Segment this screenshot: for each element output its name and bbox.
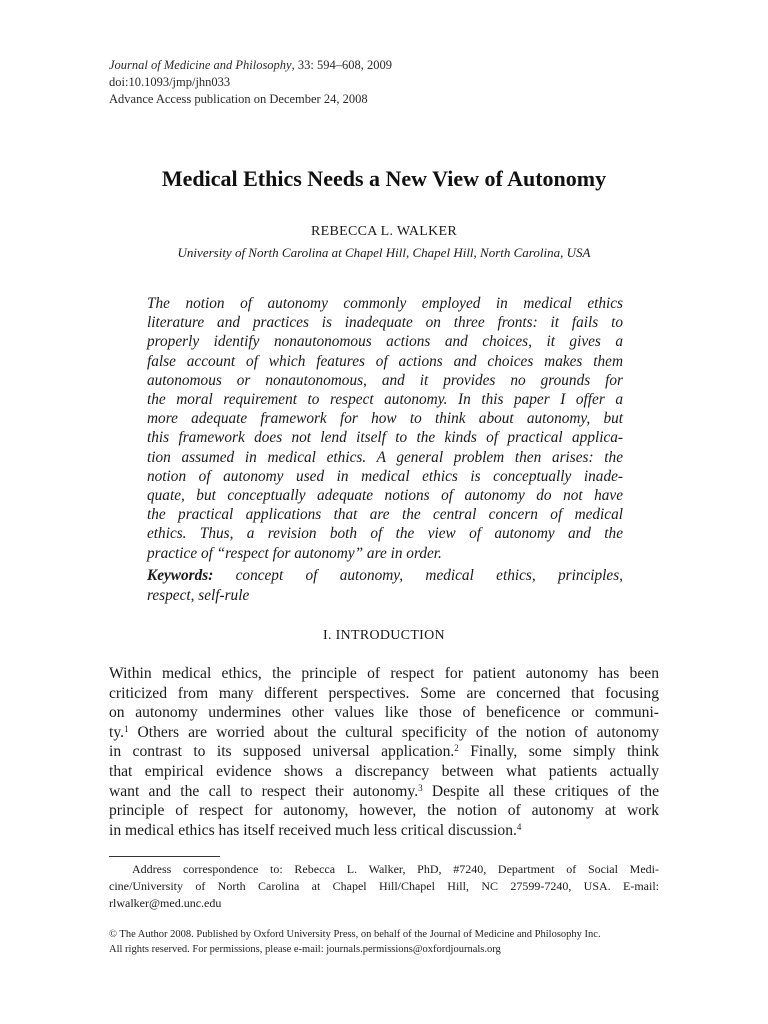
advance-access-line: Advance Access publication on December 24, 2008	[109, 92, 368, 106]
footnote-marker[interactable]: 3	[418, 782, 423, 793]
abstract-line: notion of autonomy used in medical ethics is conceptually inade-	[147, 467, 623, 485]
body-line	[109, 723, 659, 743]
abstract	[147, 294, 623, 563]
footnote-line: cine/University of North Carolina at Chapel Hill/Chapel Hill, NC 27599-7240, USA. E-mail:	[109, 879, 659, 893]
footnote-marker[interactable]: 4	[516, 821, 522, 832]
body-text-segment: Despite all these critiques of the	[422, 782, 659, 800]
doi-line: doi:10.1093/jmp/jhn033	[109, 75, 231, 89]
keywords-line	[147, 566, 623, 586]
abstract-line: this framework does not lend itself to the kinds of practical applica-	[147, 429, 623, 447]
introduction-paragraph	[109, 664, 659, 840]
body-line: on autonomy undermines other values like those of beneficence or communi-	[109, 704, 659, 722]
body-line: Within medical ethics, the principle of respect for patient autonomy has been	[109, 665, 659, 682]
author-affiliation: University of North Carolina at Chapel Hill, Chapel Hill, North Carolina, USA	[177, 245, 591, 260]
keywords-block	[147, 566, 623, 605]
abstract-line: false account of which features of actions and choices makes them	[147, 352, 623, 370]
abstract-line: the practical applications that are the central concern of medical	[147, 506, 623, 524]
body-text-segment: Others are worried about the cultural specificity of the notion of autonomy	[128, 723, 659, 741]
article-title: Medical Ethics Needs a New View of Autonomy	[161, 166, 607, 191]
footnote-marker[interactable]: 1	[124, 723, 129, 734]
body-line	[109, 821, 659, 841]
abstract-line: the moral requirement to respect autonomy. In this paper I offer a	[147, 391, 623, 409]
body-text-segment: in medical ethics has itself received much less critical discussion.	[109, 821, 517, 839]
footnote-line: Address correspondence to: Rebecca L. Walker, PhD, #7240, Department of Social Medi-	[132, 862, 659, 876]
abstract-line: properly identify nonautonomous actions and choices, it gives a	[147, 333, 623, 351]
abstract-line: practice of “respect for autonomy” are in order.	[147, 544, 442, 562]
correspondence-footnote	[109, 861, 659, 912]
journal-header	[109, 57, 392, 108]
body-line	[109, 742, 659, 762]
abstract-line: literature and practices is inadequate on three fronts: it fails to	[147, 314, 623, 332]
body-text-segment: Finally, some simply think	[458, 743, 659, 761]
abstract-line: quate, but conceptually adequate notions of autonomy do not have	[147, 487, 623, 505]
journal-name: Journal of Medicine and Philosophy	[109, 58, 292, 72]
abstract-line: tion assumed in medical ethics. A general problem then arises: the	[147, 448, 623, 466]
copyright-line: © The Author 2008. Published by Oxford University Press, on behalf of the Journal of Medicine and Philosophy Inc.	[109, 929, 601, 940]
body-line: principle of respect for autonomy, however, the notion of autonomy at work	[109, 802, 659, 820]
body-text-segment: in contrast to its supposed universal application.	[109, 743, 455, 761]
body-line	[109, 782, 659, 802]
section-heading: I. INTRODUCTION	[323, 628, 445, 643]
abstract-line: more adequate framework for how to think about autonomy, but	[147, 410, 623, 428]
abstract-line: The notion of autonomy commonly employed in medical ethics	[147, 295, 623, 312]
footnote-divider	[109, 856, 220, 857]
copyright-notice	[109, 927, 659, 957]
author-name: REBECCA L. WALKER	[310, 224, 458, 239]
abstract-line: autonomous or nonautonomous, and it provides no grounds for	[147, 371, 623, 389]
permissions-line: All rights reserved. For permissions, please e-mail: journals.permissions@oxfordjournals.org	[109, 944, 501, 955]
body-line: criticized from many different perspectives. Some are concerned that focusing	[109, 684, 659, 702]
citation-line	[109, 57, 392, 74]
keywords-list: concept of autonomy, medical ethics, principles,	[213, 567, 623, 584]
footnote-line[interactable]: rlwalker@med.unc.edu	[109, 896, 222, 910]
keywords-line: respect, self-rule	[147, 586, 250, 604]
footnote-marker[interactable]: 2	[454, 743, 459, 754]
body-text-segment: ty.	[109, 723, 125, 741]
body-line: that empirical evidence shows a discrepancy between what patients actually	[109, 762, 659, 780]
body-text-segment: want and the call to respect their autonomy.	[109, 782, 419, 800]
keywords-label: Keywords:	[147, 567, 214, 584]
abstract-line: ethics. Thus, a revision both of the view of autonomy and the	[147, 525, 623, 543]
citation-details: , 33: 594–608, 2009	[291, 58, 392, 72]
